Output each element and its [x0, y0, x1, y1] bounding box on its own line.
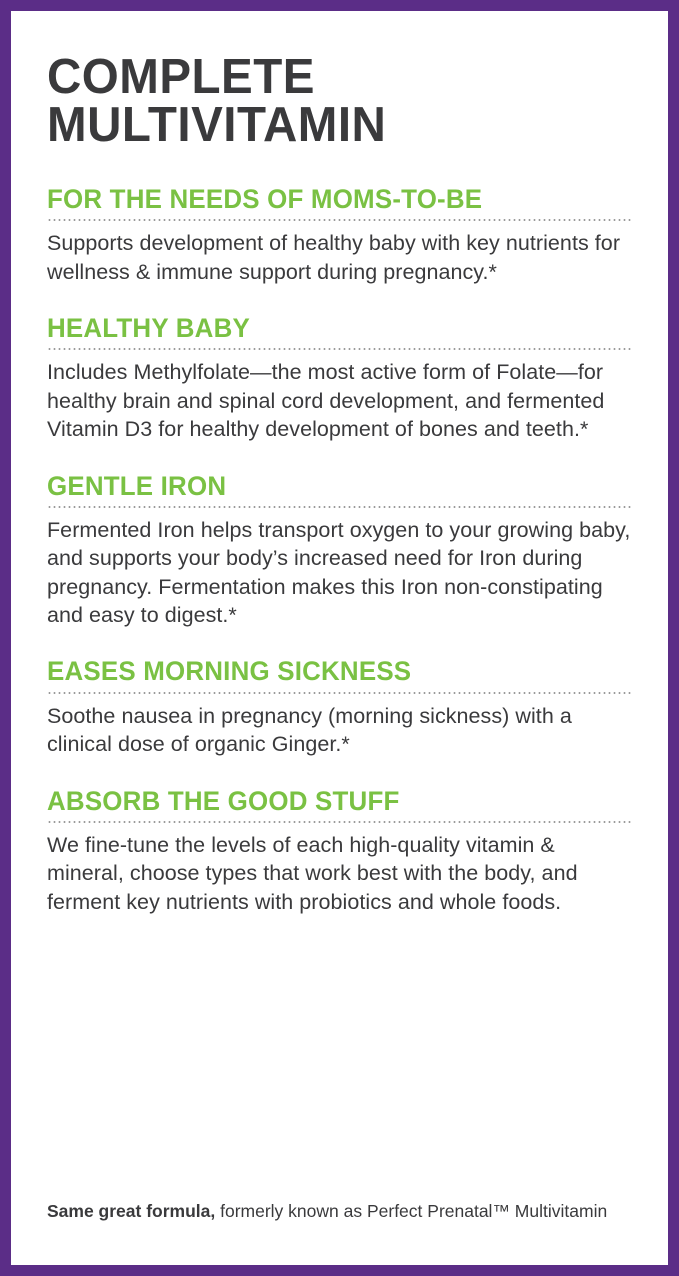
section-divider	[47, 348, 632, 350]
section-absorb-the-good-stuff	[47, 787, 632, 916]
section-heading: GENTLE IRON	[47, 470, 227, 501]
section-body: Includes Methylfolate—the most active form of Folate—for healthy brain and spinal cord development, and fermented Vitamin D3 for healthy development of bones and teeth.*	[47, 360, 605, 442]
section-gentle-iron	[47, 472, 632, 630]
page-title	[47, 50, 614, 153]
section-body: Fermented Iron helps transport oxygen to your growing baby, and supports your body’s increased need for Iron during pregnancy. Fermentation makes this Iron non-constipating and easy to digest.*	[47, 517, 631, 628]
section-moms-to-be	[47, 185, 632, 286]
label-content	[47, 50, 632, 1257]
section-heading: FOR THE NEEDS OF MOMS-TO-BE	[47, 184, 483, 215]
section-body: Soothe nausea in pregnancy (morning sickness) with a clinical dose of organic Ginger.*	[47, 703, 572, 757]
footnote-bold: Same great formula,	[47, 1201, 216, 1222]
section-divider	[47, 821, 632, 823]
section-body: Supports development of healthy baby with key nutrients for wellness & immune support during pregnancy.*	[47, 231, 621, 284]
footnote-rest: formerly known as Perfect Prenatal™ Multivitamin	[215, 1201, 608, 1222]
title-line-1: COMPLETE	[47, 50, 315, 104]
section-healthy-baby	[47, 314, 632, 443]
section-divider	[47, 506, 632, 508]
section-eases-morning-sickness	[47, 657, 632, 758]
title-line-2: MULTIVITAMIN	[47, 98, 387, 153]
footnote	[47, 1200, 607, 1223]
section-divider	[47, 692, 632, 694]
section-heading: EASES MORNING SICKNESS	[47, 656, 412, 687]
section-divider	[47, 219, 632, 221]
section-heading: ABSORB THE GOOD STUFF	[47, 785, 400, 816]
section-body: We fine-tune the levels of each high-quality vitamin & mineral, choose types that work best with the body, and ferment key nutrients with probiotics and whole foods.	[47, 832, 578, 914]
section-heading: HEALTHY BABY	[47, 313, 250, 344]
